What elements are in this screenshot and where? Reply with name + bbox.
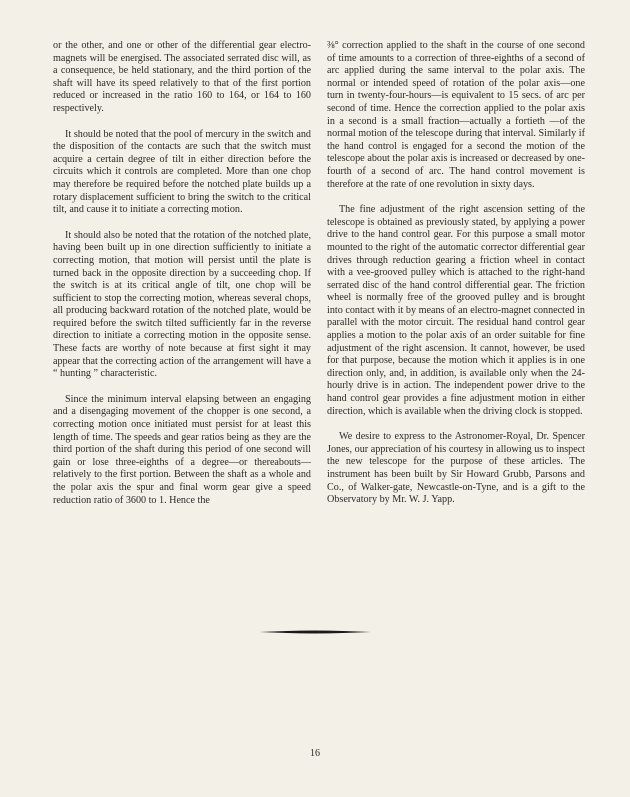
right-paragraph-2: The fine adjustment of the right ascension setting of the telescope is obtained as previously stated, by applying a power drive to the hand control gear. For this purpose a small motor mounted to the right of the automatic corrector differential gear drives through reduction gearing a friction wheel in contact with a vee-grooved pulley which is attached to the right-hand serrated disc of the hand control differential gear. The friction wheel is normally free of the grooved pulley and is brought into contact with it by means of an electro-magnet connected in parallel with the motor circuit. The residual hand control gear applies a motion to the polar axis of an order suitable for fine adjustment of the right ascension. It cannot, however, be used for that purpose, because the motion which it applies is in one direction only, and, in addition, is available only when the 24-hourly drive is in action. The independent power drive to the hand control gear provides a fine adjustment motion in either direction, which is available when the driving clock is stopped. — [327, 204, 585, 417]
left-paragraph-2: It should be noted that the pool of mercury in the switch and the disposition of the contacts are such that the switch must acquire a certain degree of tilt in either direction before the circuits which it controls are completed. More than one chop may therefore be required before the notched plate builds up a rotary displacement sufficient to bring the switch to the critical tilt, and cause it to initiate a correcting motion. — [53, 128, 311, 216]
right-paragraph-3: We desire to express to the Astronomer-Royal, Dr. Spencer Jones, our appreciation of his courtesy in allowing us to inspect the new telescope for the purpose of these articles. The instrument has been built by Sir Howard Grubb, Parsons and Co., of Walker-gate, Newcastle-on-Tyne, and is a gift to the Observatory by Mr. W. J. Yapp. — [327, 431, 585, 506]
page-number: 16 — [310, 748, 320, 759]
left-paragraph-3: It should also be noted that the rotation of the notched plate, having been built up in one direction sufficiently to initiate a correcting motion, that motion will persist until the plate is turned back in the opposite direction by a succeeding chop. If the switch is at its critical angle of tilt, one chop will be sufficient to stop the correcting motion, whereas several chops, all producing backward rotation of the notched plate, would be required before the switch tilted sufficiently far in the reverse direction to initiate a correcting motion in the opposite sense. These facts are worthy of note because at first sight it may appear that the correcting action of the arrangement will have a “ hunting ” characteristic. — [53, 229, 311, 380]
left-paragraph-1: or the other, and one or other of the differential gear electro-magnets will be energised. The associated serrated disc will, as a consequence, be held stationary, and the third portion of the shaft will have its speed relatively to that of the first portion reduced or increased in the ratio 160 to 164, or 164 to 160 respectively. — [53, 40, 311, 114]
right-paragraph-1: ⅜° correction applied to the shaft in the course of one second of time amounts to a correction of three-eighths of a second of arc applied during the same interval to the polar axis. The normal or intended speed of rotation of the polar axis—one turn in twenty-four-hours—is equivalent to 15 secs. of arc per second of time. Hence the correction applied to the polar axis in a second is a small fraction—actually a fortieth —of the normal motion of the telescope during that interval. Similarly if the hand control is engaged for a second the motion of the telescope about the polar axis is increased or decreased by one-fourth of a second of arc. The hand control movement is therefore at the rate of one revolution in sixty days. — [327, 40, 585, 190]
end-of-article-rule — [259, 630, 371, 634]
left-column — [53, 40, 311, 520]
right-column — [327, 40, 585, 520]
left-paragraph-4: Since the minimum interval elapsing between an engaging and a disengaging movement of the chopper is one second, a correcting motion once initiated must persist for at least this length of time. The speeds and gear ratios being as they are the third portion of the shaft during this period of one second will gain or lose three-eighths of a degree—or thereabouts—relatively to the first portion. Between the shaft as a whole and the polar axis the spur and final worm gear give a speed reduction ratio of 3600 to 1. Hence the — [53, 393, 311, 506]
